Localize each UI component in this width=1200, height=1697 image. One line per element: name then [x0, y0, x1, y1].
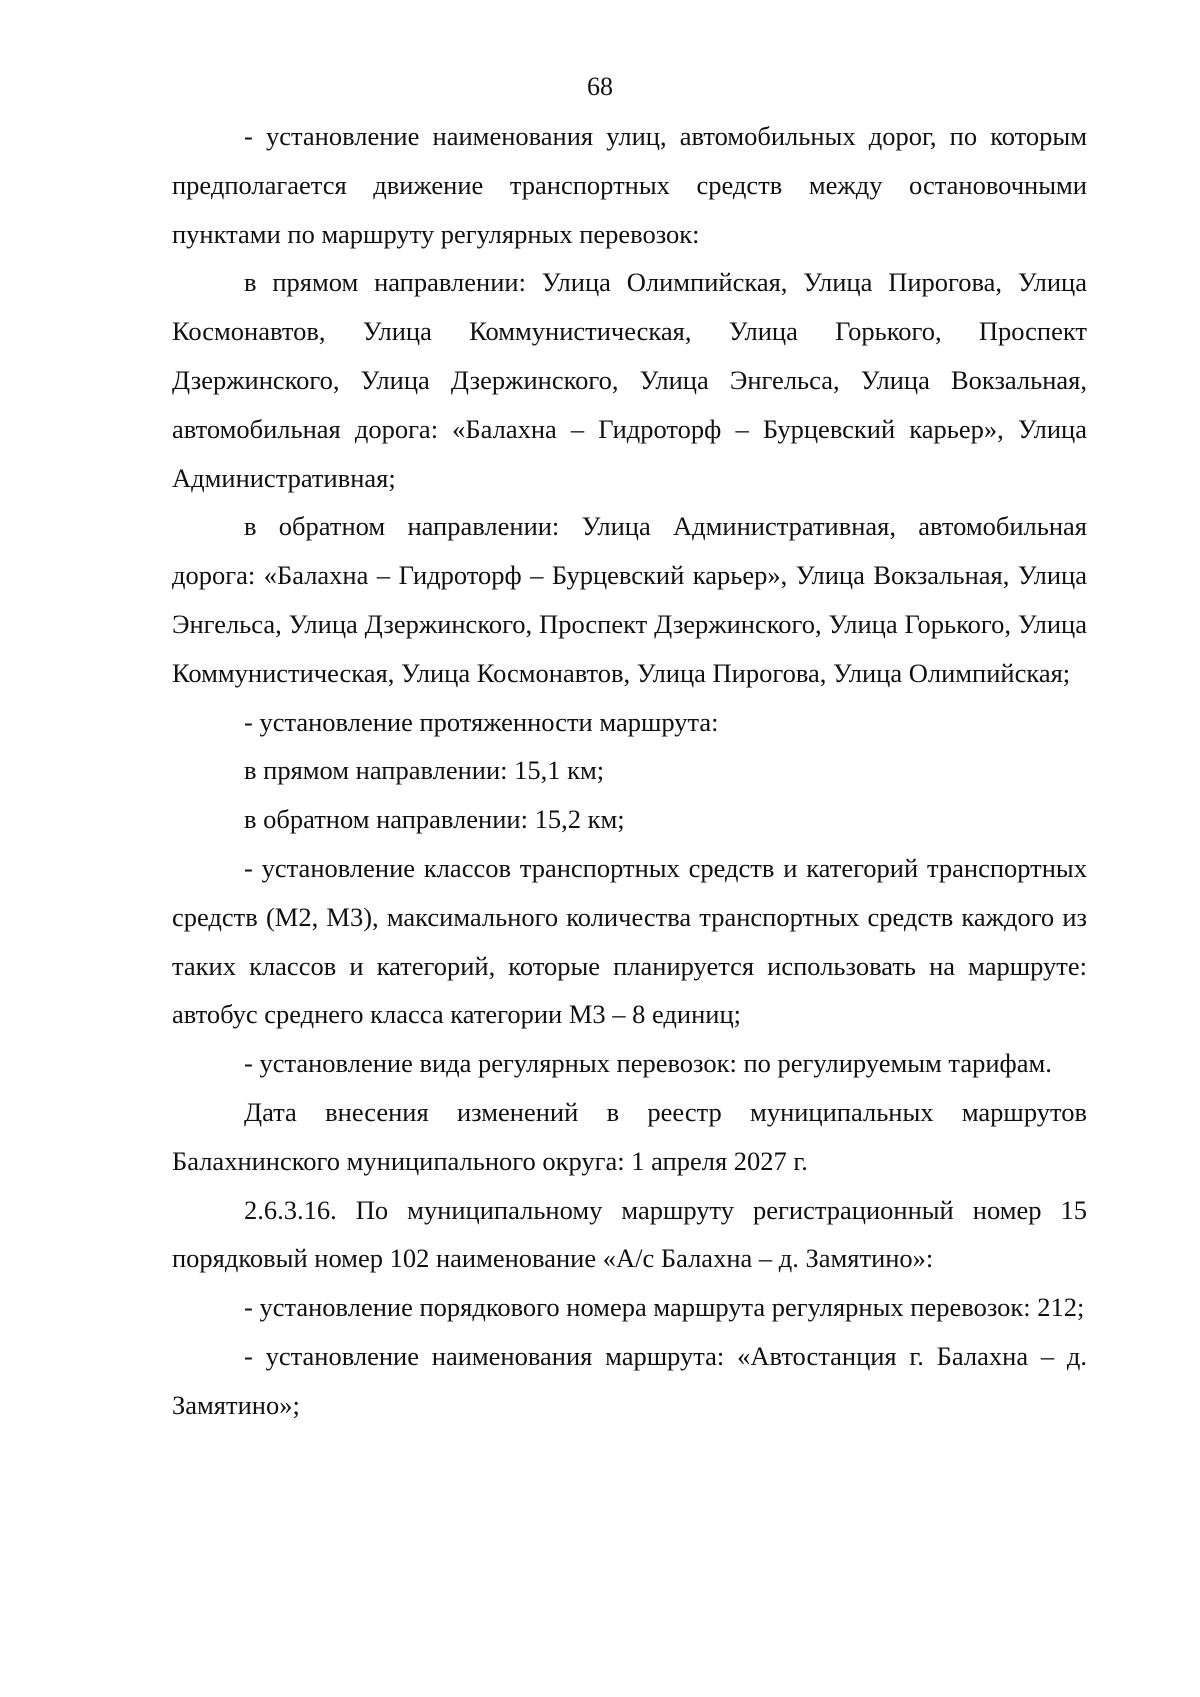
paragraph-forward-direction: в прямом направлении: Улица Олимпийская, Улица Пирогова, Улица Космонавтов, Улица Коммунистическая, Улица Горького, Проспект Дзержинского, Улица Дзержинского, Улица Энгельса, Улица Вокзальная, автомобильная дорога: «Балахна – Гидроторф – Бурцевский карьер», Улица Административная;: [172, 267, 1087, 493]
paragraph-vehicle-classes: - установление классов транспортных средств и категорий транспортных средств (М2, М3), максимального количества транспортных средств каждого из таких классов и категорий, которые планируется использовать на маршруте: автобус среднего класса категории М3 – 8 единиц;: [172, 852, 1087, 1030]
paragraph-reverse-length: в обратном направлении: 15,2 км;: [244, 804, 625, 835]
paragraph-forward-length: в прямом направлении: 15,1 км;: [244, 755, 605, 786]
document-body: [172, 112, 1087, 1430]
paragraph-route-length: - установление протяженности маршрута:: [244, 706, 719, 737]
paragraph-registry-date: Дата внесения изменений в реестр муниципальных маршрутов Балахнинского муниципального округа: 1 апреля 2027 г.: [172, 1096, 1087, 1176]
paragraph-route-number: - установление порядкового номера маршрута регулярных перевозок: 212;: [244, 1292, 1085, 1323]
page-number: 68: [587, 72, 613, 101]
paragraph-route-2-6-3-16: 2.6.3.16. По муниципальному маршруту регистрационный номер 15 порядковый номер 102 наименование «А/с Балахна – д. Замятино»:: [172, 1194, 1087, 1274]
paragraph-transport-type: - установление вида регулярных перевозок: по регулируемым тарифам.: [244, 1048, 1052, 1079]
paragraph-reverse-direction: в обратном направлении: Улица Административная, автомобильная дорога: «Балахна – Гидроторф – Бурцевский карьер», Улица Вокзальная, Улица Энгельса, Улица Дзержинского, Проспект Дзержинского, Улица Горького, Улица Коммунистическая, Улица Космонавтов, Улица Пирогова, Улица Олимпийская;: [172, 511, 1087, 688]
paragraph-route-name: - установление наименования маршрута: «Автостанция г. Балахна – д. Замятино»;: [172, 1340, 1087, 1420]
paragraph-street-names-intro: - установление наименования улиц, автомобильных дорог, по которым предполагается движение транспортных средств между остановочными пунктами по маршруту регулярных перевозок:: [172, 121, 1087, 249]
